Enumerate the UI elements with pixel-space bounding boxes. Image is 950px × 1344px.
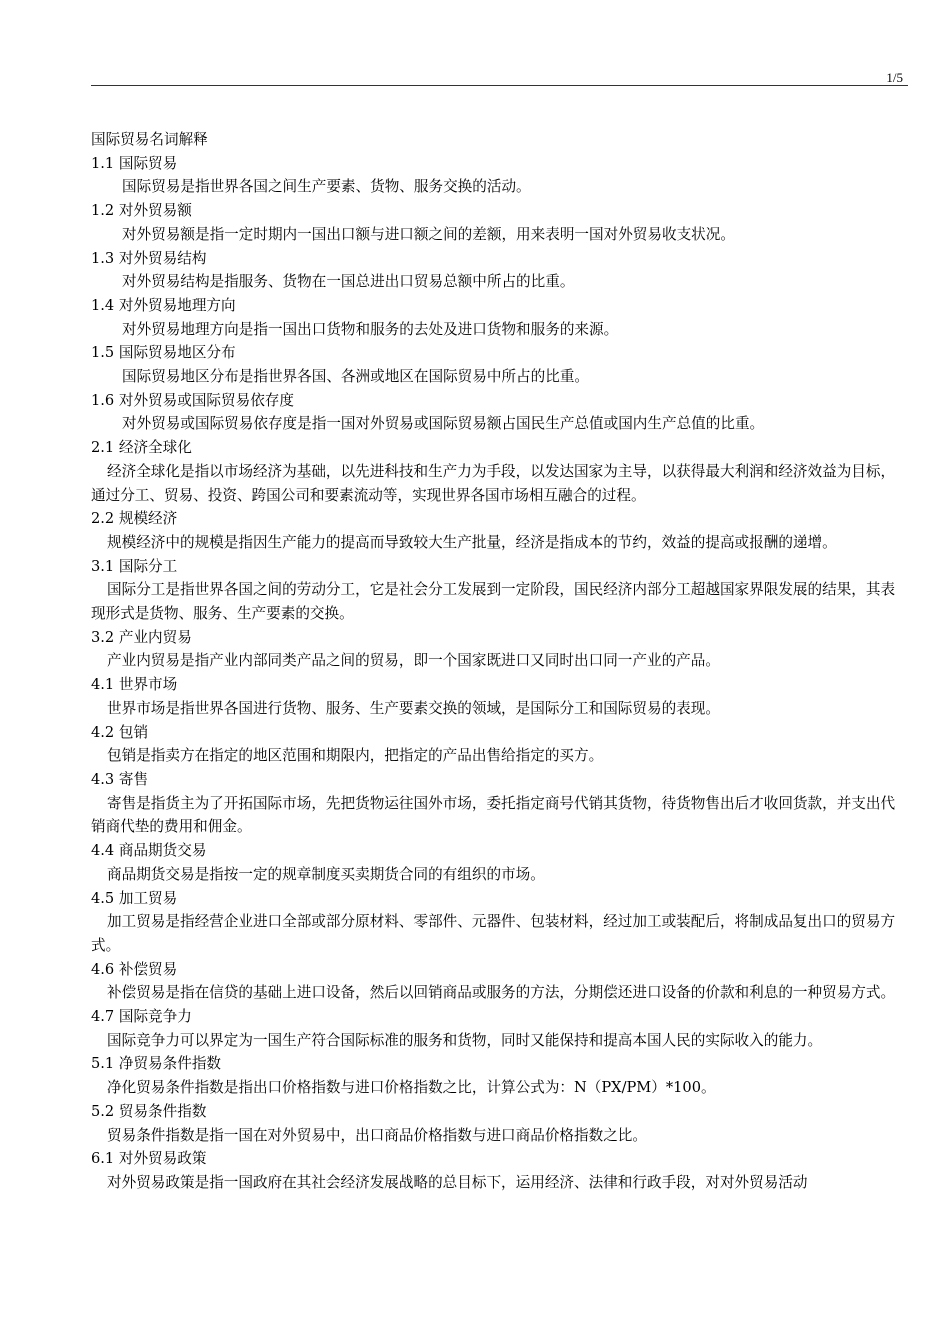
- entry-heading: 3.2 产业内贸易: [91, 628, 192, 646]
- entry-heading: 1.6 对外贸易或国际贸易依存度: [91, 391, 294, 409]
- entry-definition: 国际贸易是指世界各国之间生产要素、货物、服务交换的活动。: [122, 178, 531, 196]
- entry-heading: 4.1 世界市场: [91, 676, 178, 694]
- entry-heading: 1.3 对外贸易结构: [91, 249, 207, 267]
- entry-definition: 对外贸易结构是指服务、货物在一国总进出口贸易总额中所占的比重。: [122, 273, 575, 291]
- document-title: 国际贸易名词解释: [91, 131, 208, 148]
- entry-definition: 对外贸易或国际贸易依存度是指一国对外贸易或国际贸易额占国民生产总值或国内生产总值的比重。: [122, 415, 765, 433]
- entry-definition: 对外贸易政策是指一国政府在其社会经济发展战略的总目标下，运用经济、法律和行政手段，对对外贸易活动: [107, 1173, 808, 1191]
- entry-heading: 6.1 对外贸易政策: [91, 1150, 207, 1168]
- entry-definition: 对外贸易地理方向是指一国出口货物和服务的去处及进口货物和服务的来源。: [122, 320, 619, 338]
- header-rule: [91, 85, 908, 86]
- entry-definition: 净化贸易条件指数是指出口价格指数与进口价格指数之比，计算公式为：N（PX/PM）*100。: [107, 1079, 716, 1097]
- entry-heading: 4.3 寄售: [91, 770, 149, 788]
- entry-definition: 国际分工是指世界各国之间的劳动分工，它是社会分工发展到一定阶段，国民经济内部分工超越国家界限发展的结果，其表现形式是货物、服务、生产要素的交换。: [91, 581, 896, 623]
- entry-definition: 产业内贸易是指产业内部同类产品之间的贸易，即一个国家既进口又同时出口同一产业的产品。: [107, 652, 720, 670]
- entry-heading: 1.2 对外贸易额: [91, 202, 192, 220]
- entry-heading: 4.5 加工贸易: [91, 889, 178, 907]
- entry-heading: 5.1 净贸易条件指数: [91, 1055, 222, 1073]
- entry-heading: 2.2 规模经济: [91, 510, 178, 528]
- entry-definition: 加工贸易是指经营企业进口全部或部分原材料、零部件、元器件、包装材料，经过加工或装配后，将制成品复出口的贸易方式。: [91, 913, 896, 954]
- entry-definition: 对外贸易额是指一定时期内一国出口额与进口额之间的差额，用来表明一国对外贸易收支状况。: [122, 225, 735, 243]
- entry-definition: 世界市场是指世界各国进行货物、服务、生产要素交换的领域，是国际分工和国际贸易的表现。: [107, 699, 720, 717]
- entry-definition: 规模经济中的规模是指因生产能力的提高而导致较大生产批量，经济是指成本的节约，效益的提高或报酬的递增。: [107, 533, 837, 551]
- entry-heading: 4.7 国际竞争力: [91, 1008, 192, 1026]
- entry-definition: 包销是指卖方在指定的地区范围和期限内，把指定的产品出售给指定的买方。: [107, 747, 604, 765]
- entry-definition: 商品期货交易是指按一定的规章制度买卖期货合同的有组织的市场。: [107, 865, 545, 883]
- entry-heading: 1.5 国际贸易地区分布: [91, 344, 236, 362]
- entry-heading: 3.1 国际分工: [91, 557, 178, 575]
- entry-heading: 5.2 贸易条件指数: [91, 1102, 207, 1120]
- entry-heading: 1.4 对外贸易地理方向: [91, 296, 236, 314]
- entry-definition: 国际贸易地区分布是指世界各国、各洲或地区在国际贸易中所占的比重。: [122, 368, 590, 386]
- entry-definition: 补偿贸易是指在信贷的基础上进口设备，然后以回销商品或服务的方法，分期偿还进口设备的价款和利息的一种贸易方式。: [107, 984, 896, 1002]
- document-body: [91, 128, 908, 1195]
- entry-definition: 寄售是指货主为了开拓国际市场，先把货物运往国外市场，委托指定商号代销其货物，待货物售出后才收回货款，并支出代销商代垫的费用和佣金。: [91, 794, 896, 836]
- entry-heading: 4.4 商品期货交易: [91, 842, 207, 860]
- page-number: 1/5: [886, 70, 903, 85]
- entry-definition: 贸易条件指数是指一国在对外贸易中，出口商品价格指数与进口商品价格指数之比。: [107, 1126, 647, 1144]
- entry-heading: 4.2 包销: [91, 723, 149, 741]
- entry-definition: 国际竞争力可以界定为一国生产符合国际标准的服务和货物，同时又能保持和提高本国人民的实际收入的能力。: [107, 1031, 823, 1049]
- entry-heading: 1.1 国际贸易: [91, 154, 178, 172]
- entry-definition: 经济全球化是指以市场经济为基础，以先进科技和生产力为手段，以发达国家为主导，以获得最大利润和经济效益为目标，通过分工、贸易、投资、跨国公司和要素流动等，实现世界各国市场相互融合的过程。: [91, 462, 896, 504]
- entry-heading: 4.6 补偿贸易: [91, 960, 178, 978]
- entry-heading: 2.1 经济全球化: [91, 439, 192, 457]
